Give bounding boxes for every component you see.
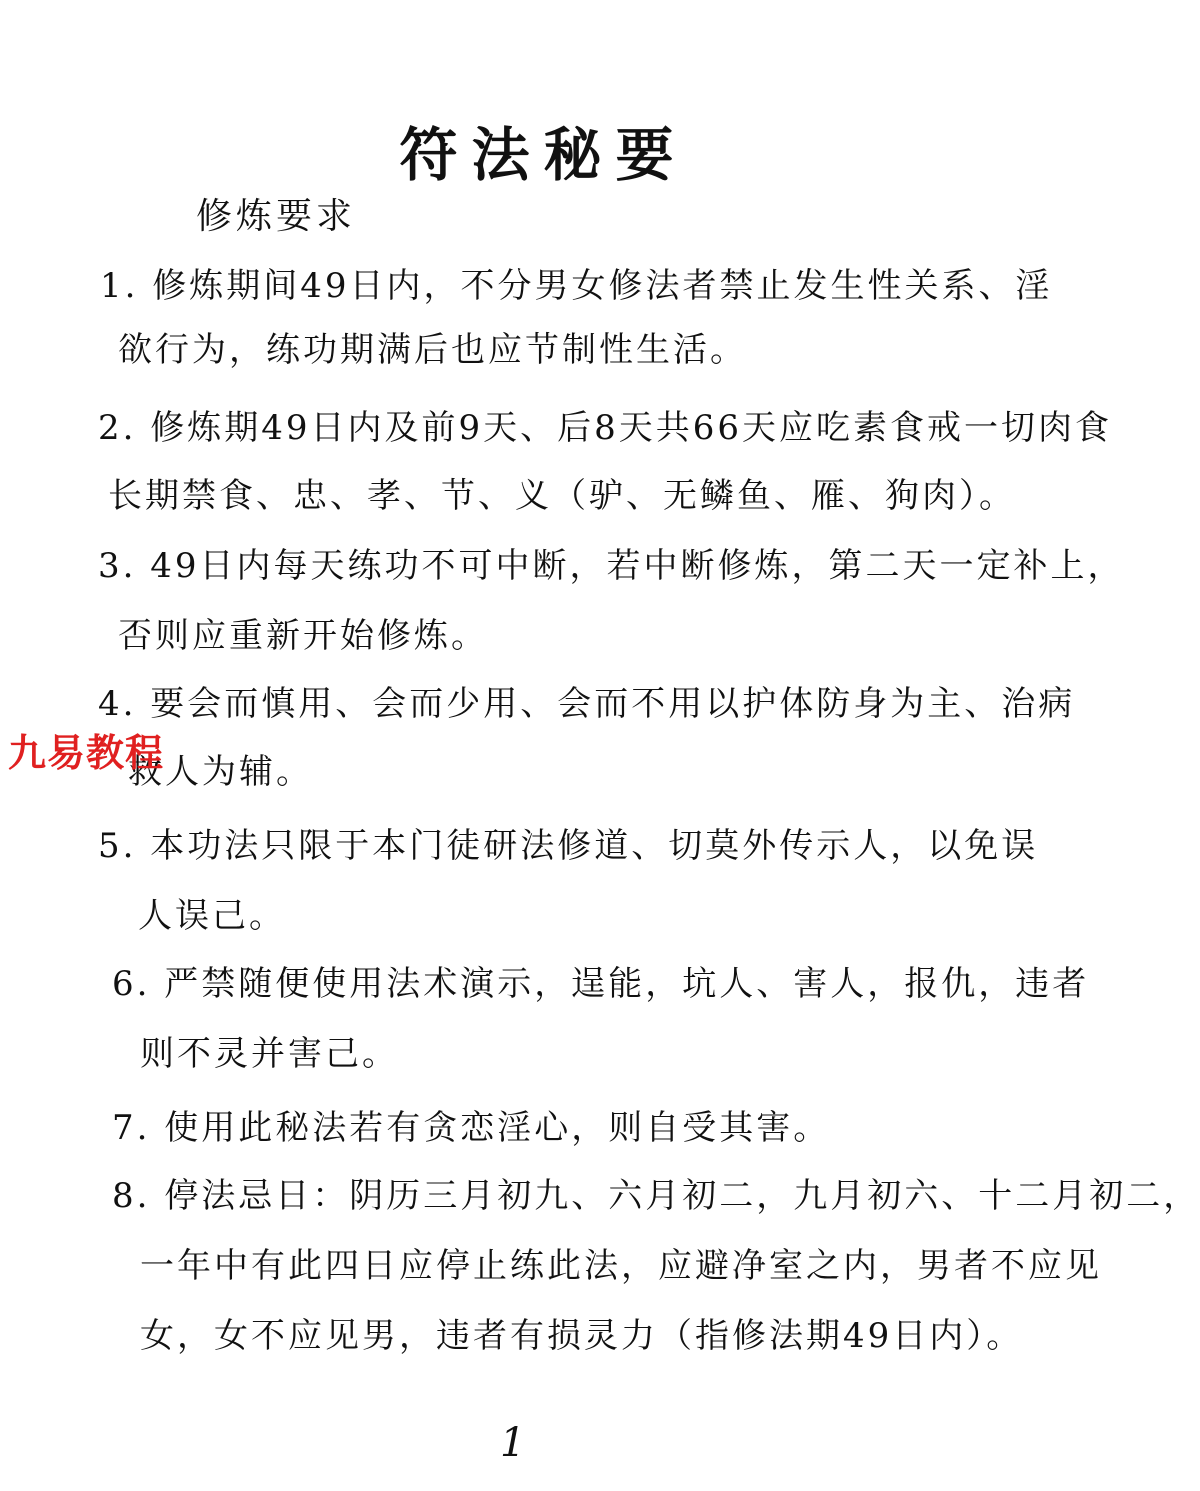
section-subtitle: 修炼要求 xyxy=(196,196,357,237)
page-number: 1 xyxy=(500,1420,526,1466)
rule-4-line-1: 4. 要会而慎用、会而少用、会而不用以护体防身为主、治病 xyxy=(98,684,1076,724)
rule-5-line-1: 5. 本功法只限于本门徒研法修道、切莫外传示人，以免误 xyxy=(98,826,1039,866)
rule-6-line-1: 6. 严禁随便使用法术演示，逞能，坑人、害人，报仇，违者 xyxy=(112,964,1090,1004)
rule-6-line-2: 则不灵并害己。 xyxy=(140,1034,399,1074)
rule-4-line-2: 救人为辅。 xyxy=(128,752,313,792)
rule-8-line-1: 8. 停法忌日：阴历三月初九、六月初二，九月初六、十二月初二， xyxy=(112,1176,1200,1216)
rule-7-line-1: 7. 使用此秘法若有贪恋淫心，则自受其害。 xyxy=(112,1108,831,1148)
rule-1-line-1: 1. 修炼期间49日内，不分男女修法者禁止发生性关系、淫 xyxy=(100,266,1053,306)
rule-3-line-2: 否则应重新开始修炼。 xyxy=(118,616,488,656)
rule-2-line-1: 2. 修炼期49日内及前9天、后8天共66天应吃素食戒一切肉食 xyxy=(98,408,1113,448)
rule-8-line-3: 女，女不应见男，违者有损灵力（指修法期49日内）。 xyxy=(140,1316,1024,1356)
watermark-text: 九易教程 xyxy=(8,731,165,775)
rule-3-line-1: 3. 49日内每天练功不可中断，若中断修炼，第二天一定补上， xyxy=(98,546,1125,586)
rule-1-line-2: 欲行为，练功期满后也应节制性生活。 xyxy=(118,330,747,370)
rule-2-line-2: 长期禁食、忠、孝、节、义（驴、无鳞鱼、雁、狗肉）。 xyxy=(108,476,1016,516)
page-title: 符法秘要 xyxy=(399,121,688,189)
rule-8-line-2: 一年中有此四日应停止练此法，应避净室之内，男者不应见 xyxy=(140,1246,1102,1286)
rule-5-line-2: 人误己。 xyxy=(138,896,286,936)
